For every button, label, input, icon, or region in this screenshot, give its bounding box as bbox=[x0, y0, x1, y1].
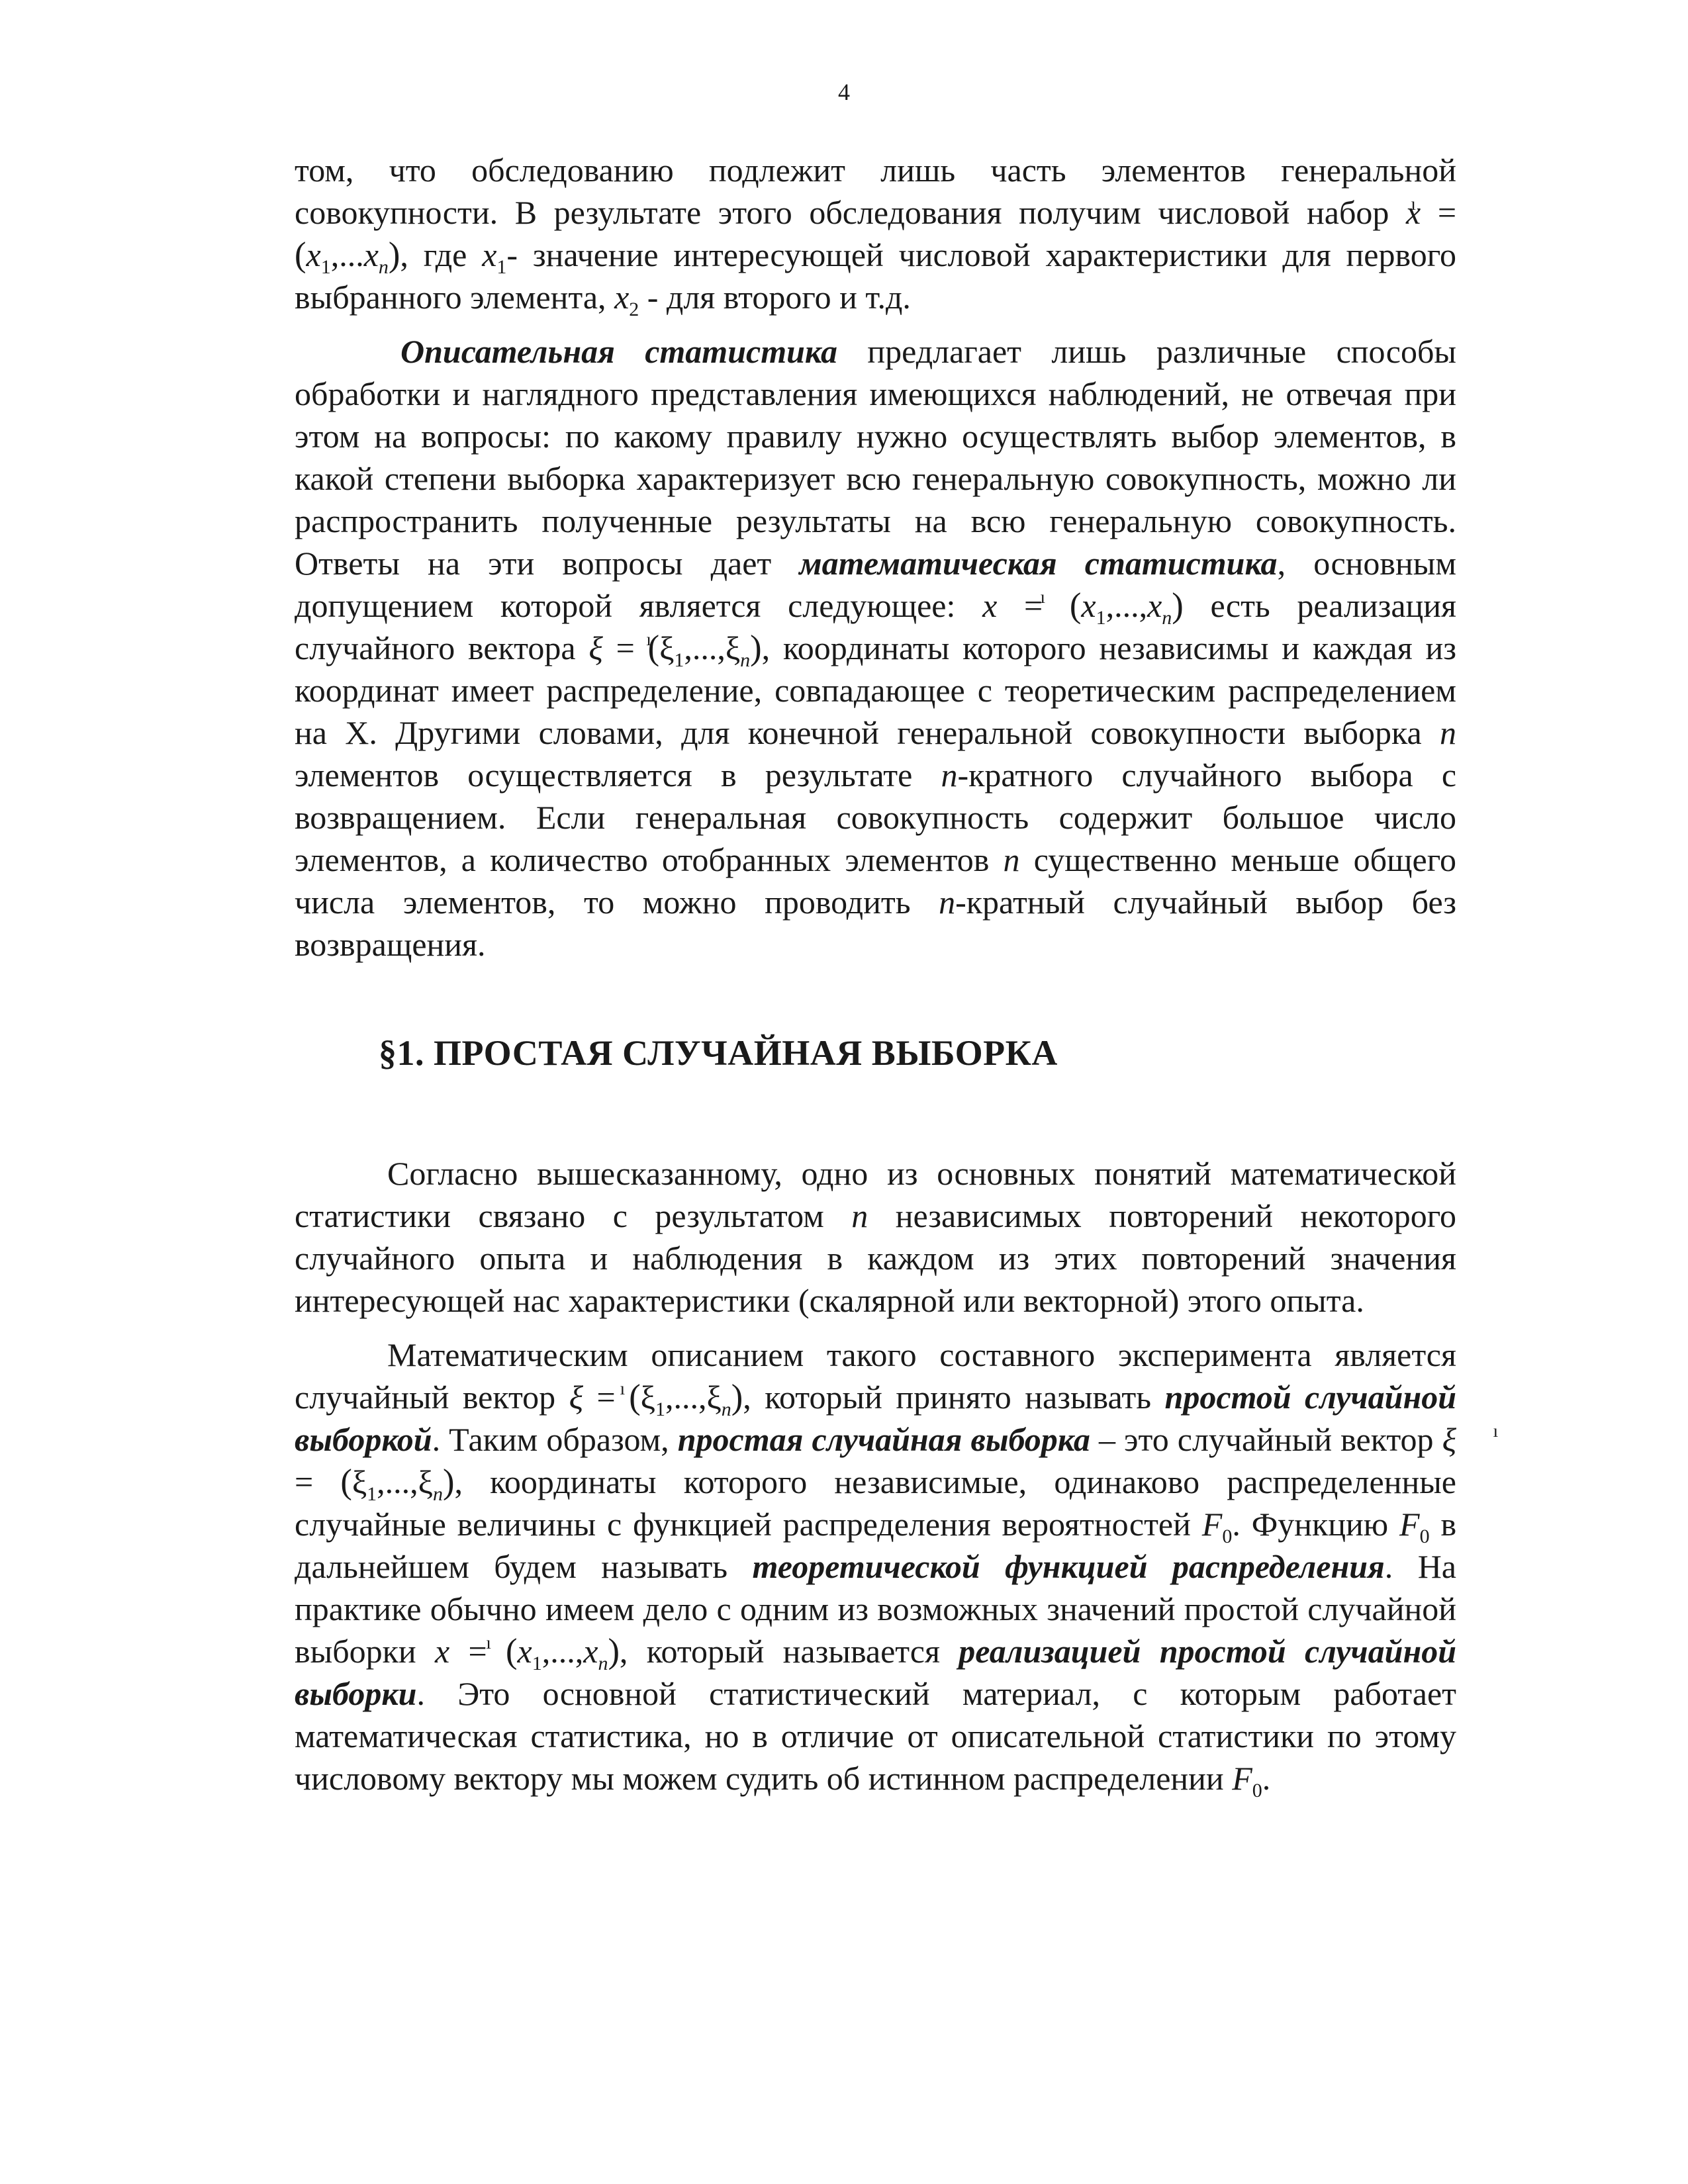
term-simple-random-sample: простой случайной выборкой bbox=[295, 1379, 1457, 1458]
term-realization: реализацией простой случайной выборки bbox=[295, 1633, 1457, 1712]
page-number: 4 bbox=[838, 79, 850, 105]
formula-xi-sample: ı $\xi = (\xi_1,...,\xi_n)$ bbox=[569, 1379, 743, 1416]
formula-f0: $F_0$ bbox=[1201, 1506, 1233, 1547]
paragraph-2: Описательная статистика предлагает лишь различные способы обработки и наглядного представления имеющихся наблюдений, не отвечая при этом на вопросы: по какому правилу нужно осуществлять выбор элементов, в какой степени выборка характеризует всю генеральную совокупность, можно ли распространить полученные результаты на всю генеральную совокупность. Ответы на эти вопросы дает математическая статистика, основным допущением которой является следующее: ı $x = (x_1,...,x_n)$ есть реализация случайного вектора ı $\xi = (\xi_1,...,\xi_n)$, координаты которого независимы и каждая из координат имеет распределение, совпадающее с теоретическим распределением на X. Другими словами, для конечной генеральной совокупности выборка n элементов осуществляется в результате n-кратного случайного выбора с возвращением. Если генеральная совокупность содержит большое число элементов, а количество отобранных элементов n существенно меньше общего числа элементов, то можно проводить n-кратный случайный выбор без возвращения. bbox=[295, 330, 1456, 966]
term-simple-random-sample-2: простая случайная выборка bbox=[677, 1421, 1090, 1458]
page-body bbox=[295, 149, 1456, 1799]
formula-f0-3: $F_0$ bbox=[1232, 1760, 1262, 1801]
formula-xi-vector: ı $\xi = (\xi_1,...,\xi_n)$ bbox=[588, 629, 761, 666]
paragraph-4: Математическим описанием такого составного эксперимента является случайный вектор ı $\xi = (\xi_1,...,\xi_n)$, который принято называть простой случайной выборкой. Таким образом, простая случайная выборка – это случайный вектор ı $\xi = (\xi_1,...,\xi_n)$, координаты которого независимые, одинаково распределенные случайные величины с функцией распределения вероятностей $F_0$. Функцию $F_0$ в дальнейшем будем называть теоретической функцией распределения. На практике обычно имеем дело с одним из возможных значений простой случайной выборки ı $x = (x_1,...,x_n)$, который называется реализацией простой случайной выборки. Это основной статистический материал, с которым работает математическая статистика, но в отличие от описательной статистики по этому числовому вектору мы можем судить об истинном распределении $F_0$. bbox=[295, 1334, 1456, 1799]
formula-x2: $x_2$ bbox=[614, 279, 639, 320]
formula-x-vector: ı $x = (x_1,...x_n)$ bbox=[295, 194, 1456, 273]
term-mathematical-statistics: математическая статистика bbox=[799, 545, 1278, 582]
formula-xi-sample-2: ı $\xi = (\xi_1,...,\xi_n)$ bbox=[295, 1421, 1456, 1500]
paragraph-3: Согласно вышесказанному, одно из основных понятий математической статистики связано с результатом n независимых повторений некоторого случайного опыта и наблюдения в каждом из этих повторений значения интересующей нас характеристики (скалярной или векторной) этого опыта. bbox=[295, 1155, 1456, 1319]
section-heading: §1. ПРОСТАЯ СЛУЧАЙНАЯ ВЫБОРКА bbox=[379, 1033, 1058, 1073]
term-theoretical-distribution-function: теоретической функцией распределения bbox=[752, 1548, 1385, 1585]
formula-x-realization: ı $x = (x_1,...,x_n)$ bbox=[982, 587, 1184, 624]
paragraph-1: том, что обследованию подлежит лишь часть элементов генеральной совокупности. В результате этого обследования получим числовой набор ı $x = (x_1,...x_n)$, где $x_1-$ значение интересующей числовой характеристики для первого выбранного элемента, $x_2$ - для второго и т.д. bbox=[295, 149, 1456, 318]
formula-f0-2: $F_0$ bbox=[1399, 1506, 1430, 1547]
term-descriptive-statistics: Описательная статистика bbox=[400, 333, 837, 370]
formula-x1: $x_1$ bbox=[482, 236, 507, 278]
formula-x-sample-realization: ı $x = (x_1,...,x_n)$ bbox=[435, 1633, 620, 1670]
